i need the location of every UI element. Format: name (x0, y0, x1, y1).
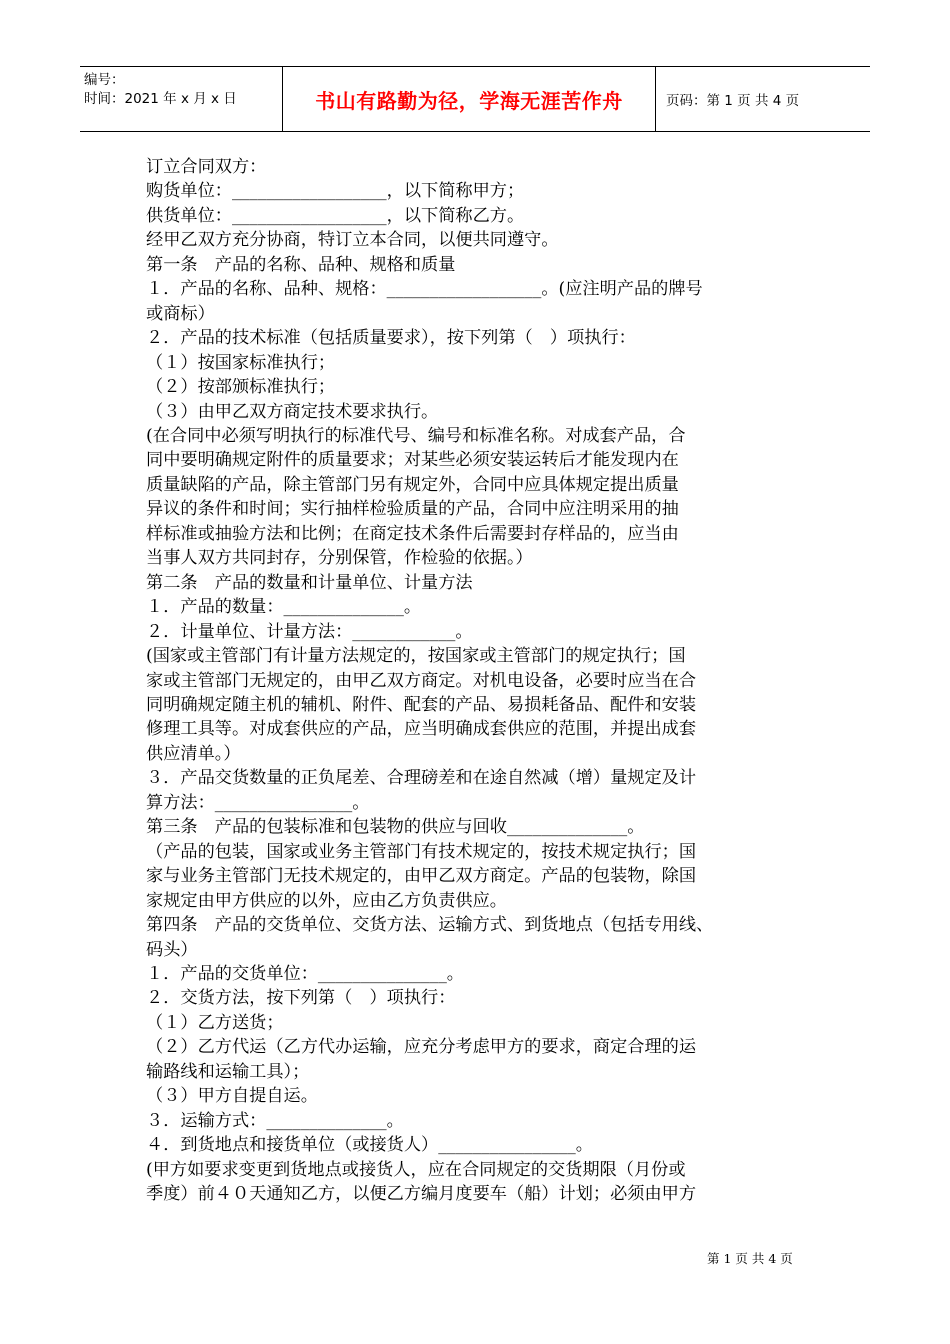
text-line: 购货单位：__________________，以下简称甲方； (146, 181, 525, 202)
text-line: 家与业务主管部门无技术规定的，由甲乙双方商定。产品的包装物，除国 (146, 866, 697, 887)
header-slogan: 书山有路勤为径，学海无涯苦作舟 (282, 67, 656, 131)
text-line: ４．到货地点和接货单位（或接货人）________________。 (146, 1135, 593, 1156)
text-line: 同明确规定随主机的辅机、附件、配套的产品、易损耗备品、配件和安装 (146, 694, 697, 715)
text-line: ３．运输方式：______________。 (146, 1110, 404, 1131)
contract-body (146, 155, 814, 1206)
text-line: ２．交货方法，按下列第（ ）项执行： (146, 988, 456, 1009)
text-line: 码头） (146, 939, 198, 960)
text-line: （１）按国家标准执行； (146, 352, 336, 373)
text-line: 订立合同双方： (146, 157, 267, 177)
text-line: （３）甲方自提自运。 (146, 1086, 318, 1107)
text-line: 修理工具等。对成套供应的产品，应当明确成套供应的范围，并提出成套 (146, 719, 697, 740)
text-line: ２．产品的技术标准（包括质量要求），按下列第（ ）项执行： (146, 328, 636, 349)
text-line: １．产品的名称、品种、规格：__________________。(应注明产品的牌号 (146, 279, 703, 300)
text-line: 质量缺陷的产品，除主管部门另有规定外，合同中应具体规定提出质量 (146, 474, 679, 495)
page-header (80, 66, 870, 132)
text-line: 供应清单。） (146, 743, 241, 764)
header-page-number: 页码：第 1 页 共 4 页 (666, 93, 800, 109)
text-line: 输路线和运输工具）； (146, 1061, 310, 1082)
header-meta (80, 67, 282, 131)
text-line: 第四条 产品的交货单位、交货方法、运输方式、到货地点（包括专用线、 (146, 915, 714, 936)
page-footer: 第 1 页 共 4 页 (707, 1251, 793, 1266)
text-line: 算方法：________________。 (146, 792, 370, 813)
text-line: ２．计量单位、计量方法：____________。 (146, 621, 473, 642)
text-line: （产品的包装，国家或业务主管部门有技术规定的，按技术规定执行；国 (146, 841, 697, 862)
text-line: 样标准或抽验方法和比例；在商定技术条件后需要封存样品的，应当由 (146, 523, 679, 544)
text-line: 同中要明确规定附件的质量要求；对某些必须安装运转后才能发现内在 (146, 450, 679, 471)
document-number-label: 编号： (84, 72, 125, 88)
text-line: （２）乙方代运（乙方代办运输，应充分考虑甲方的要求，商定合理的运 (146, 1037, 697, 1058)
text-line: １．产品的交货单位：_______________。 (146, 963, 464, 984)
text-line: １．产品的数量：______________。 (146, 597, 422, 618)
text-line: 第一条 产品的名称、品种、规格和质量 (146, 254, 456, 275)
text-line: (在合同中必须写明执行的标准代号、编号和标准名称。对成套产品，合 (146, 425, 686, 446)
text-line: 经甲乙双方充分协商，特订立本合同，以便共同遵守。 (146, 230, 559, 251)
text-line: （２）按部颁标准执行； (146, 377, 336, 398)
text-line: (国家或主管部门有计量方法规定的，按国家或主管部门的规定执行；国 (146, 646, 686, 667)
text-line: 或商标） (146, 303, 215, 324)
text-line: 家或主管部门无规定的，由甲乙双方商定。对机电设备，必要时应当在合 (146, 670, 697, 691)
text-line: （１）乙方送货； (146, 1012, 284, 1033)
document-date-label: 时间：2021 年 x 月 x 日 (84, 91, 237, 107)
text-line: ３．产品交货数量的正负尾差、合理磅差和在途自然减（增）量规定及计 (146, 768, 697, 789)
text-line: (甲方如要求变更到货地点或接货人，应在合同规定的交货期限（月份或 (146, 1159, 686, 1180)
text-line: 当事人双方共同封存，分别保管，作检验的依据。） (146, 548, 533, 569)
text-line: 异议的条件和时间；实行抽样检验质量的产品，合同中应注明采用的抽 (146, 499, 679, 520)
text-line: 季度）前４０天通知乙方，以便乙方编月度要车（船）计划；必须由甲方 (146, 1184, 697, 1205)
text-line: 供货单位：__________________，以下简称乙方。 (146, 205, 525, 226)
text-line: 家规定由甲方供应的以外，应由乙方负责供应。 (146, 890, 507, 911)
text-line: （３）由甲乙双方商定技术要求执行。 (146, 401, 439, 422)
text-line: 第二条 产品的数量和计量单位、计量方法 (146, 572, 473, 593)
text-line: 第三条 产品的包装标准和包装物的供应与回收______________。 (146, 817, 645, 838)
